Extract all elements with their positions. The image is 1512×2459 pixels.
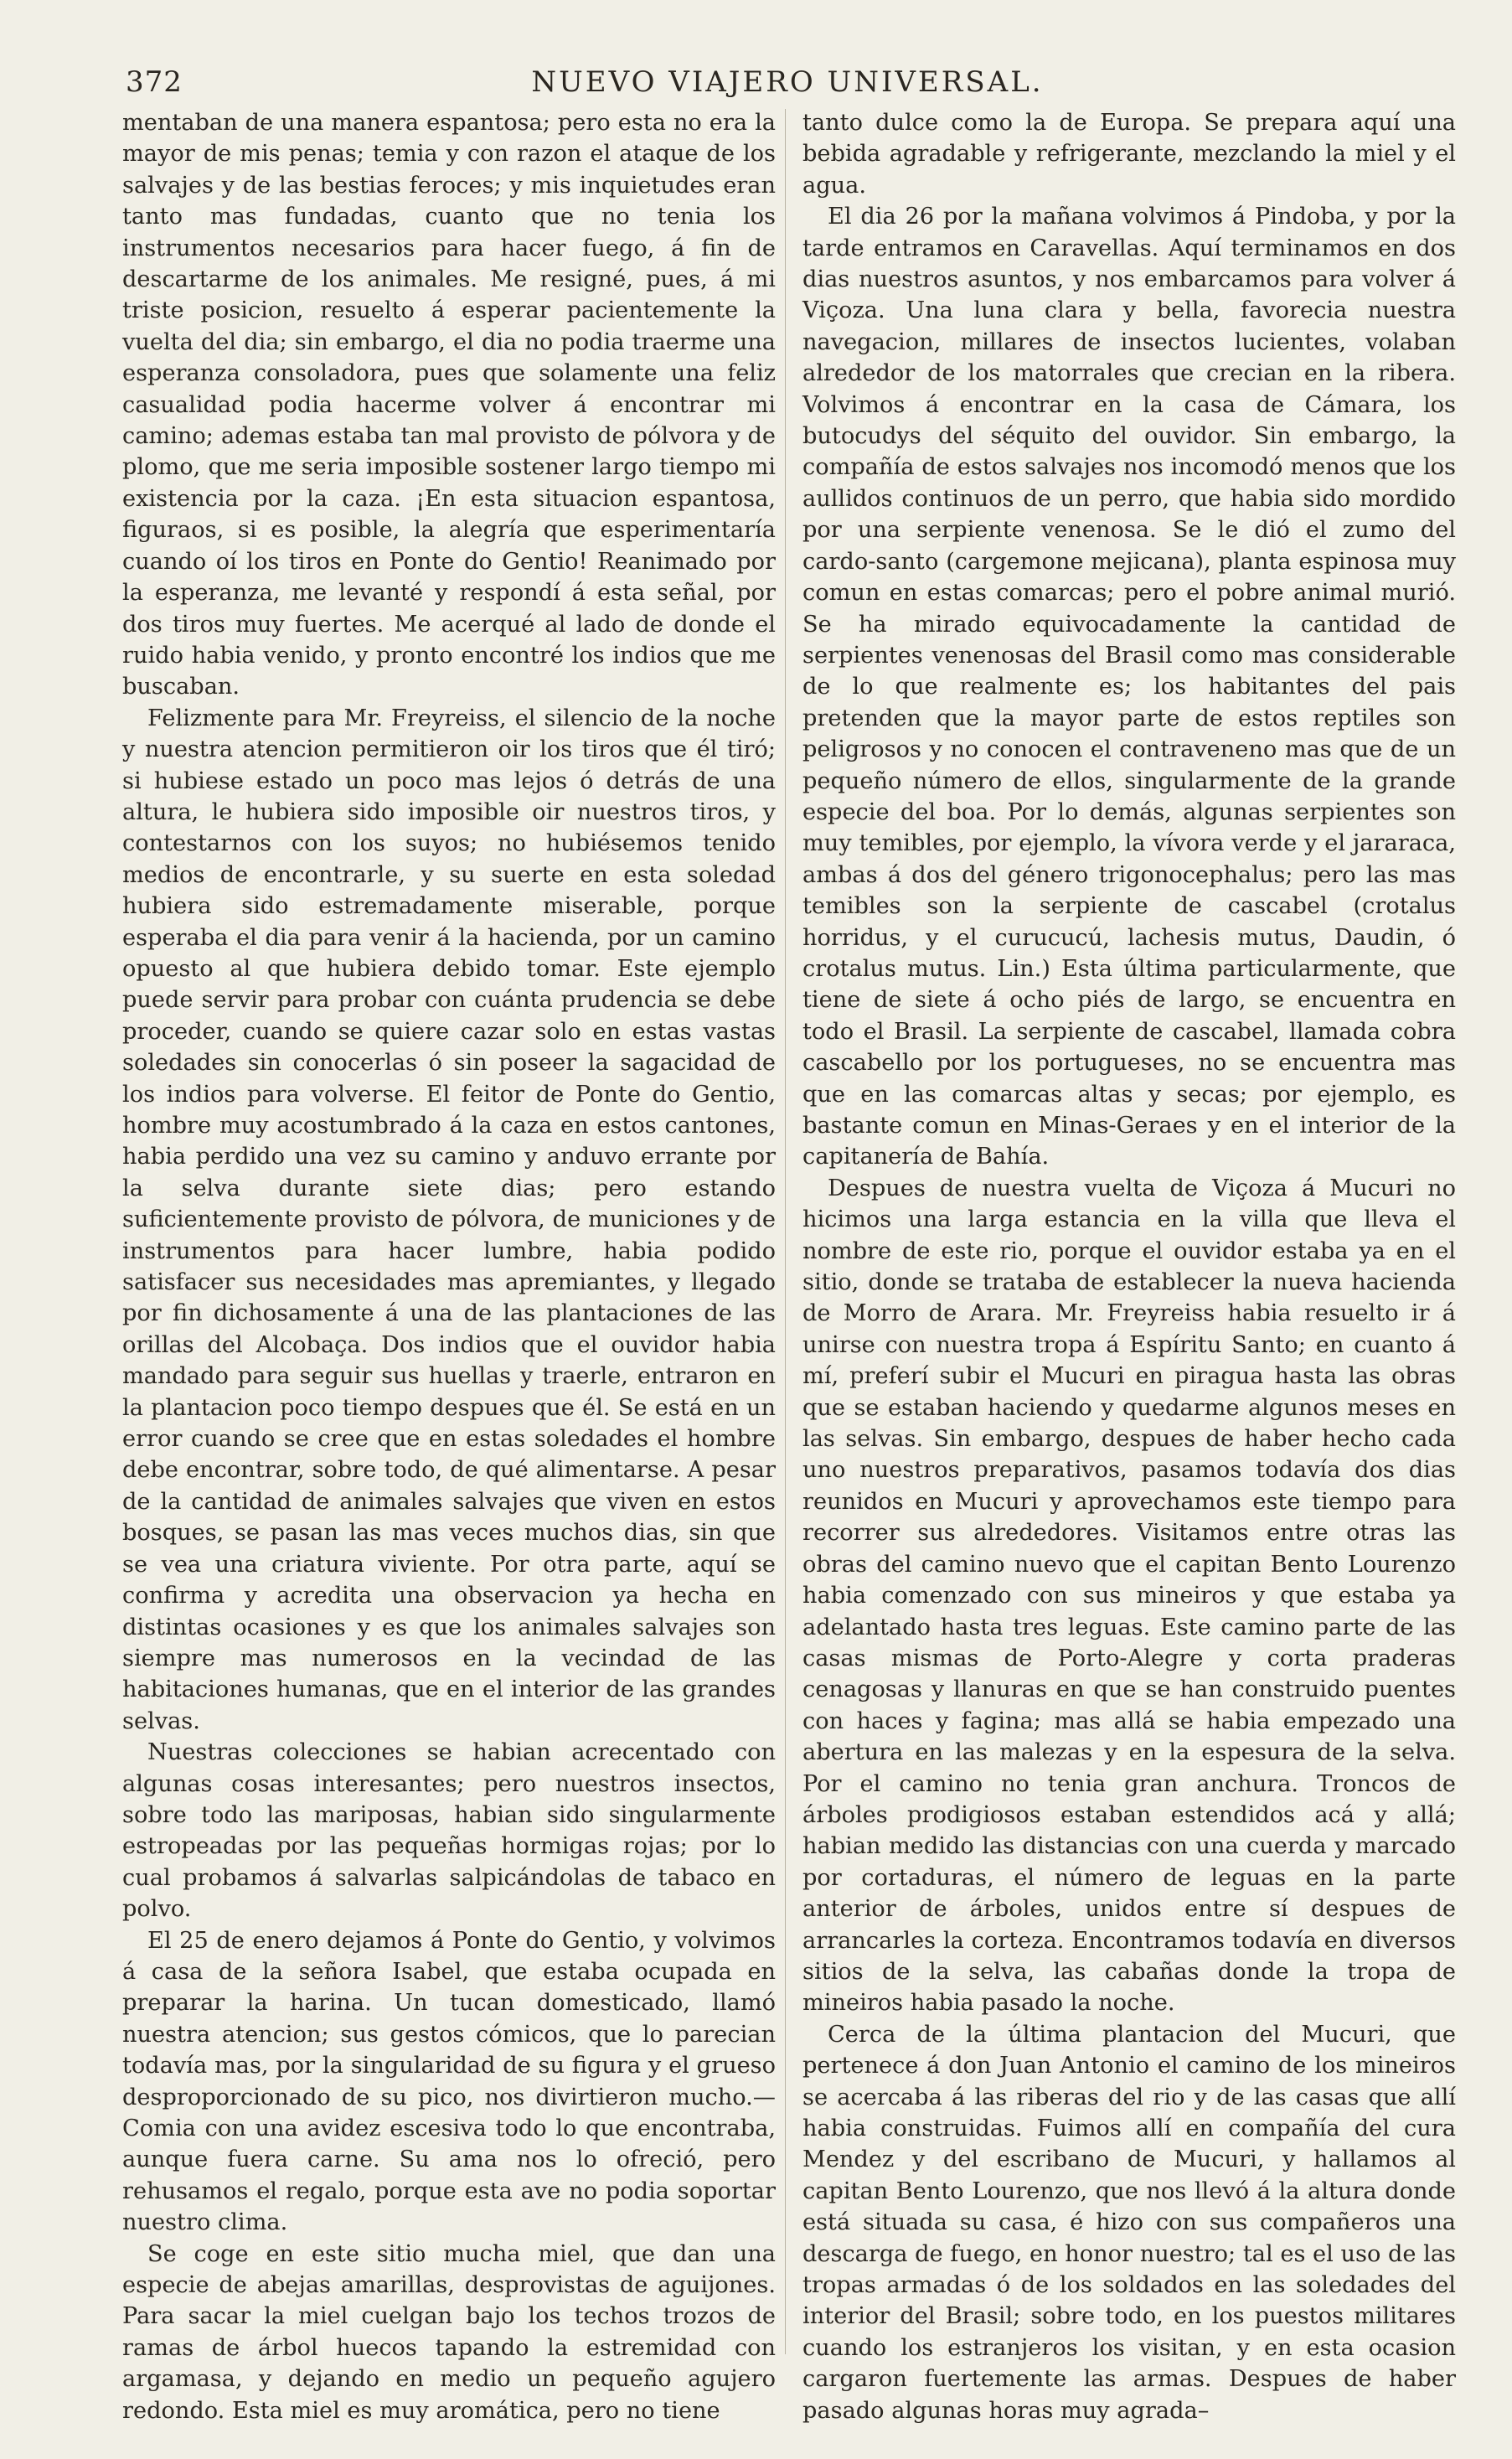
paragraph: Felizmente para Mr. Freyreiss, el silencio de la noche y nuestra atencion permitieron oir los tiros que él tiró; si hubiese estado un poco mas lejos ó detrás de una altura, le hubiera sido imposible oir nuestros tiros, y contestarnos con los suyos; no hubiésemos tenido medios de encontrarle, y su suerte en esta soledad hubiera sido estremadamente miserable, porque esperaba el dia para venir á la hacienda, por un camino opuesto al que hubiera debido tomar. Este ejemplo puede servir para probar con cuánta prudencia se debe proceder, cuando se quiere cazar solo en estas vastas soledades sin conocerlas ó sin poseer la sagacidad de los indios para volverse. El feitor de Ponte do Gentio, hombre muy acostumbrado á la caza en estos cantones, habia perdido una vez su camino y anduvo errante por la selva durante siete dias; pero estando suficientemente provisto de pólvora, de municiones y de instrumentos para hacer lumbre, habia podido satisfacer sus necesidades mas apremiantes, y llegado por fin dichosamente á una de las plantaciones de las orillas del Alcobaça. Dos indios que el ouvidor habia mandado para seguir sus huellas y traerle, entraron en la plantacion poco tiempo despues que él. Se está en un error cuando se cree que en estas soledades el hombre debe encontrar, sobre todo, de qué alimentarse. A pesar de la cantidad de animales salvajes que viven en estos bosques, se pasan las mas veces muchos dias, sin que se vea una criatura viviente. Por otra parte, aquí se confirma y acredita una observacion ya hecha en distintas ocasiones y es que los animales salvajes son siempre mas numerosos en la vecindad de las habitaciones humanas, que en el interior de las grandes selvas. bbox=[122, 705, 776, 1734]
paragraph: El 25 de enero dejamos á Ponte do Gentio, y volvimos á casa de la señora Isabel, que estaba ocupada en preparar la harina. Un tucan domesticado, llamó nuestra atencion; sus gestos cómicos, que lo parecian todavía mas, por la singularidad de su figura y el grueso desproporcionado de su pico, nos divirtieron mucho.—Comia con una avidez escesiva todo lo que encontraba, aunque fuera carne. Su ama nos lo ofreció, pero rehusamos el regalo, porque esta ave no podia soportar nuestro clima. bbox=[122, 1927, 776, 2236]
running-title: NUEVO VIAJERO UNIVERSAL. bbox=[531, 65, 1044, 99]
paragraph: Despues de nuestra vuelta de Viçoza á Mucuri no hicimos una larga estancia en la villa que lleva el nombre de este rio, porque el ouvidor estaba ya en el sitio, donde se trataba de establecer la nueva hacienda de Morro de Arara. Mr. Freyreiss habia resuelto ir á unirse con nuestra tropa á Espíritu Santo; en cuanto á mí, preferí subir el Mucuri en piragua hasta las obras que se estaban haciendo y quedarme algunos meses en las selvas. Sin embargo, despues de haber hecho cada uno nuestros preparativos, pasamos todavía dos dias reunidos en Mucuri y aprovechamos este tiempo para recorrer sus alrededores. Visitamos entre otras las obras del camino nuevo que el capitan Bento Lourenzo habia comenzado con sus mineiros y que estaba ya adelantado hasta tres leguas. Este camino parte de las casas mismas de Porto-Alegre y corta praderas cenagosas y llanuras en que se han construido puentes con haces y fagina; mas allá se habia empezado una abertura en las malezas y en la espesura de la selva. Por el camino no tenia gran anchura. Troncos de árboles prodigiosos estaban estendidos acá y allá; habian medido las distancias con una cuerda y marcado por cortaduras, el número de leguas en la parte anterior de árboles, unidos entre sí despues de arrancarles la corteza. Encontramos todavía en diversos sitios de la selva, las cabañas donde la tropa de mineiros habia pasado la noche. bbox=[802, 1175, 1456, 2017]
page-number: 372 bbox=[126, 65, 183, 99]
paragraph: tanto dulce como la de Europa. Se prepara aquí una bebida agradable y refrigerante, mezclando la miel y el agua. bbox=[802, 110, 1456, 199]
left-column bbox=[122, 107, 776, 2424]
paragraph: Se coge en este sitio mucha miel, que dan una especie de abejas amarillas, desprovistas de aguijones. Para sacar la miel cuelgan bajo los techos trozos de ramas de árbol huecos tapando la estremidad con argamasa, y dejando en medio un pequeño agujero redondo. Esta miel es muy aromática, pero no tiene bbox=[122, 2240, 776, 2424]
right-column bbox=[802, 107, 1456, 2424]
column-divider bbox=[785, 109, 786, 2354]
paragraph: El dia 26 por la mañana volvimos á Pindoba, y por la tarde entramos en Caravellas. Aquí terminamos en dos dias nuestros asuntos, y nos embarcamos para volver á Viçoza. Una luna clara y bella, favorecia nuestra navegacion, millares de insectos lucientes, volaban alrededor de los matorrales que crecian en la ribera. Volvimos á encontrar en la casa de Cámara, los butocudys del séquito del ouvidor. Sin embargo, la compañía de estos salvajes nos incomodó menos que los aullidos continuos de un perro, que habia sido mordido por una serpiente venenosa. Se le dió el zumo del cardo-santo (cargemone mejicana), planta espinosa muy comun en estas comarcas; pero el pobre animal murió. Se ha mirado equivocadamente la cantidad de serpientes venenosas del Brasil como mas considerable de lo que realmente es; los habitantes del pais pretenden que la mayor parte de estos reptiles son peligrosos y no conocen el contraveneno mas que de un pequeño número de ellos, singularmente de la grande especie del boa. Por lo demás, algunas serpientes son muy temibles, por ejemplo, la vívora verde y el jararaca, ambas á dos del género trigonocephalus; pero las mas temibles son la serpiente de cascabel (crotalus horridus, y el curucucú, lachesis mutus, Daudin, ó crotalus mutus. Lin.) Esta última particularmente, que tiene de siete á ocho piés de largo, se encuentra en todo el Brasil. La serpiente de cascabel, llamada cobra cascabello por los portugueses, no se encuentra mas que en las comarcas altas y secas; por ejemplo, es bastante comun en Minas-Geraes y en el interior de la capitanería de Bahía. bbox=[802, 204, 1456, 1170]
paragraph: mentaban de una manera espantosa; pero esta no era la mayor de mis penas; temia y con razon el ataque de los salvajes y de las bestias feroces; y mis inquietudes eran tanto mas fundadas, cuanto que no tenia los instrumentos necesarios para hacer fuego, á fin de descartarme de los animales. Me resigné, pues, á mi triste posicion, resuelto á esperar pacientemente la vuelta del dia; sin embargo, el dia no podia traerme una esperanza consoladora, pues que solamente una feliz casualidad podia hacerme volver á encontrar mi camino; ademas estaba tan mal provisto de pólvora y de plomo, que me seria imposible sostener largo tiempo mi existencia por la caza. ¡En esta situacion espantosa, figuraos, si es posible, la alegría que esperimentaría cuando oí los tiros en Ponte do Gentio! Reanimado por la esperanza, me levanté y respondí á esta señal, por dos tiros muy fuertes. Me acerqué al lado de donde el ruido habia venido, y pronto encontré los indios que me buscaban. bbox=[122, 110, 776, 700]
paragraph: Nuestras colecciones se habian acrecentado con algunas cosas interesantes; pero nuestros insectos, sobre todo las mariposas, habian sido singularmente estropeadas por las pequeñas hormigas rojas; por lo cual probamos á salvarlas salpicándolas de tabaco en polvo. bbox=[122, 1739, 776, 1923]
paragraph: Cerca de la última plantacion del Mucuri, que pertenece á don Juan Antonio el camino de los mineiros se acercaba á las riberas del rio y de las casas que allí habia construidas. Fuimos allí en compañía del cura Mendez y del escribano de Mucuri, y hallamos al capitan Bento Lourenzo, que nos llevó á la altura donde está situada su casa, é hizo con sus compañeros una descarga de fuego, en honor nuestro; tal es el uso de las tropas armadas ó de los soldados en las soledades del interior del Brasil; sobre todo, en los puestos militares cuando los estranjeros los visitan, y en esta ocasion cargaron fuertemente las armas. Despues de haber pasado algunas horas muy agrada– bbox=[802, 2021, 1456, 2424]
page-header bbox=[126, 65, 1449, 109]
